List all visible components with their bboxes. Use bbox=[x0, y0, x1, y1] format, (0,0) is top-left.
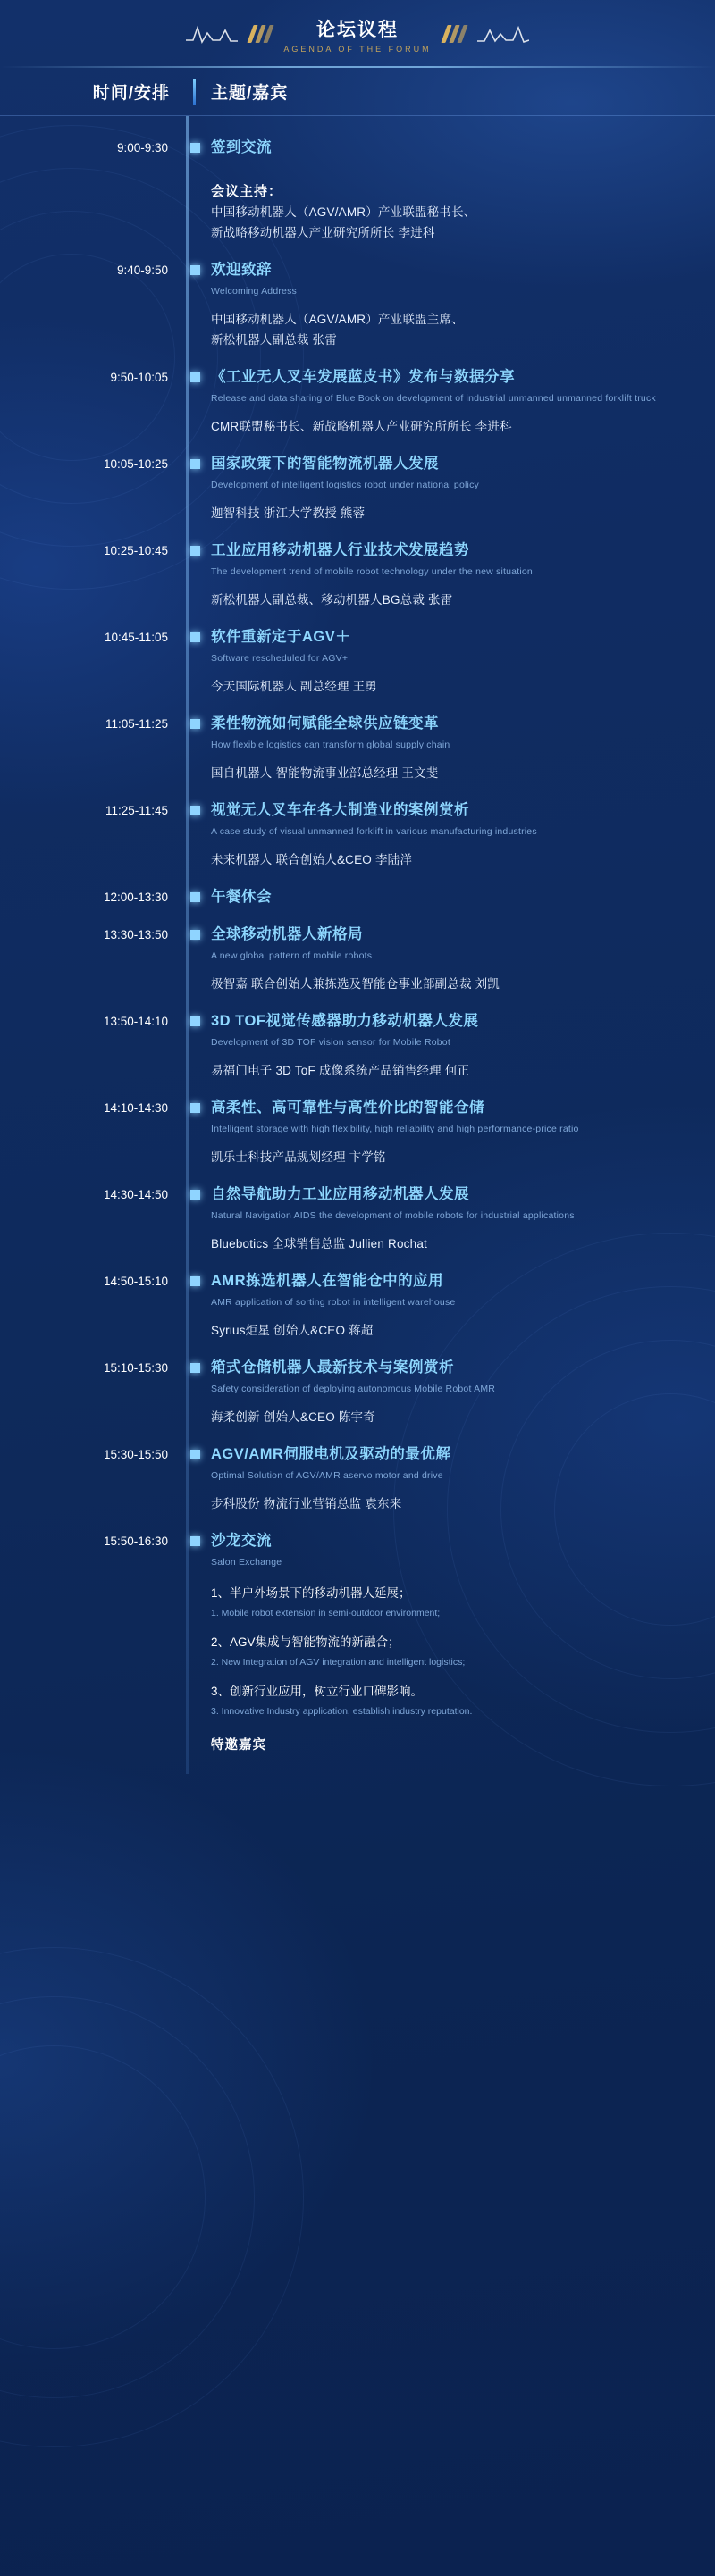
slash-decoration-icon bbox=[250, 25, 271, 43]
agenda-row-time: 13:30-13:50 bbox=[103, 928, 168, 941]
agenda-topic-title-en: Welcoming Address bbox=[211, 286, 297, 297]
agenda-row-time: 9:00-9:30 bbox=[116, 141, 168, 155]
page-title: 论坛议程 bbox=[316, 19, 399, 40]
bullet-square-icon bbox=[190, 1016, 200, 1026]
agenda-topic-title: 3D TOF视觉传感器助力移动机器人发展 bbox=[211, 1013, 479, 1029]
salon-topic-item bbox=[211, 1682, 715, 1719]
agenda-topic-title-en: A case study of visual unmanned forklift in various manufacturing industries bbox=[211, 826, 537, 837]
agenda-row bbox=[0, 1435, 715, 1522]
agenda-row-time: 10:05-10:25 bbox=[103, 457, 168, 471]
agenda-row-content bbox=[186, 713, 715, 783]
salon-topic-list bbox=[211, 1584, 715, 1719]
agenda-topic-title-en: Software rescheduled for AGV+ bbox=[211, 653, 349, 664]
agenda-row bbox=[0, 251, 715, 358]
agenda-row-content bbox=[186, 539, 715, 610]
agenda-row-time: 11:25-11:45 bbox=[105, 804, 168, 817]
agenda-row-time: 9:40-9:50 bbox=[116, 263, 168, 277]
agenda-row bbox=[0, 445, 715, 531]
agenda-topic-title-en: Development of 3D TOF vision sensor for Mobile Robot bbox=[211, 1037, 450, 1048]
agenda-speaker: 易福门电子 3D ToF 成像系统产品销售经理 何正 bbox=[211, 1064, 470, 1077]
agenda-row-content bbox=[186, 453, 715, 523]
agenda-row bbox=[0, 705, 715, 791]
agenda-row bbox=[0, 878, 715, 916]
agenda-row-content bbox=[186, 626, 715, 697]
bullet-square-icon bbox=[190, 546, 200, 556]
agenda-row-content bbox=[186, 924, 715, 994]
agenda-topic-title: 午餐休会 bbox=[211, 889, 272, 905]
agenda-topic-title-en: Natural Navigation AIDS the development of mobile robots for industrial applications bbox=[211, 1210, 575, 1221]
salon-topic-cn: 2、AGV集成与智能物流的新融合； bbox=[211, 1635, 400, 1649]
agenda-speaker: 新松机器人副总裁、移动机器人BG总裁 张雷 bbox=[211, 593, 453, 606]
agenda-row-time: 14:10-14:30 bbox=[103, 1101, 168, 1115]
bullet-square-icon bbox=[190, 892, 200, 902]
agenda-row-time: 14:30-14:50 bbox=[103, 1188, 168, 1201]
agenda-row-content bbox=[186, 886, 715, 907]
agenda-topic-title: AMR拣选机器人在智能仓中的应用 bbox=[211, 1273, 444, 1289]
salon-topic-item bbox=[211, 1633, 715, 1669]
page-subtitle: AGENDA OF THE FORUM bbox=[283, 44, 432, 54]
agenda-topic-title: 工业应用移动机器人行业技术发展趋势 bbox=[211, 542, 469, 558]
bullet-square-icon bbox=[190, 1103, 200, 1113]
agenda-row bbox=[0, 618, 715, 705]
agenda-speaker: 国自机器人 智能物流事业部总经理 王文斐 bbox=[211, 766, 439, 780]
agenda-row-content bbox=[186, 1357, 715, 1427]
agenda-row-content bbox=[186, 1270, 715, 1341]
agenda-speaker: 中国移动机器人（AGV/AMR）产业联盟主席、 bbox=[211, 313, 464, 326]
agenda-row bbox=[0, 791, 715, 878]
salon-topic-en: 3. Innovative Industry application, establish industry reputation. bbox=[211, 1706, 473, 1717]
agenda-row-content bbox=[186, 259, 715, 350]
host-line: 新战略移动机器人产业研究所所长 李进科 bbox=[211, 226, 435, 239]
agenda-topic-title-en: Release and data sharing of Blue Book on development of industrial unmanned unmanned forklift truck bbox=[211, 393, 656, 404]
bullet-square-icon bbox=[190, 1536, 200, 1546]
table-header bbox=[0, 68, 715, 116]
bullet-square-icon bbox=[190, 143, 200, 153]
agenda-row-content bbox=[186, 1443, 715, 1514]
agenda-topic-title: 国家政策下的智能物流机器人发展 bbox=[211, 456, 439, 472]
agenda-topic-title: 自然导航助力工业应用移动机器人发展 bbox=[211, 1186, 469, 1202]
bullet-square-icon bbox=[190, 1276, 200, 1286]
agenda-row bbox=[0, 916, 715, 1002]
agenda-topic-title: 沙龙交流 bbox=[211, 1533, 272, 1549]
agenda-topic-title: 视觉无人叉车在各大制造业的案例赏析 bbox=[211, 802, 469, 818]
agenda-speaker: CMR联盟秘书长、新战略机器人产业研究所所长 李进科 bbox=[211, 420, 512, 433]
bullet-square-icon bbox=[190, 265, 200, 275]
agenda-row-time: 10:25-10:45 bbox=[103, 544, 168, 557]
agenda-row bbox=[0, 129, 715, 251]
agenda-speaker: 未来机器人 联合创始人&CEO 李陆洋 bbox=[211, 853, 413, 866]
agenda-speaker: 海柔创新 创始人&CEO 陈宇奇 bbox=[211, 1410, 375, 1424]
agenda-row-time: 11:05-11:25 bbox=[105, 717, 168, 731]
agenda-speaker: 步科股份 物流行业营销总监 袁东来 bbox=[211, 1497, 402, 1510]
agenda-topic-title: 箱式仓储机器人最新技术与案例赏析 bbox=[211, 1359, 454, 1376]
salon-topic-cn: 1、半户外场景下的移动机器人延展； bbox=[211, 1586, 411, 1600]
agenda-topic-title-en: Optimal Solution of AGV/AMR aservo motor and drive bbox=[211, 1470, 443, 1481]
agenda-row-content bbox=[186, 1010, 715, 1081]
bullet-square-icon bbox=[190, 1450, 200, 1459]
agenda-row-time: 14:50-15:10 bbox=[103, 1275, 168, 1288]
agenda-topic-title: 全球移动机器人新格局 bbox=[211, 926, 363, 942]
bullet-square-icon bbox=[190, 806, 200, 815]
agenda-row bbox=[0, 1349, 715, 1435]
agenda-row-time: 15:10-15:30 bbox=[103, 1361, 168, 1375]
agenda-speaker: 新松机器人副总裁 张雷 bbox=[211, 333, 337, 347]
bullet-square-icon bbox=[190, 372, 200, 382]
agenda-row-time: 15:50-16:30 bbox=[103, 1535, 168, 1548]
agenda-row-content bbox=[186, 1530, 715, 1753]
agenda-topic-title: 欢迎致辞 bbox=[211, 262, 272, 278]
bullet-square-icon bbox=[190, 632, 200, 642]
salon-topic-en: 2. New Integration of AGV integration and intelligent logistics; bbox=[211, 1657, 466, 1668]
agenda-topic-title: 软件重新定于AGV＋ bbox=[211, 629, 351, 645]
agenda-row-content bbox=[186, 137, 715, 243]
agenda-row bbox=[0, 358, 715, 445]
agenda-topic-title: 签到交流 bbox=[211, 139, 272, 155]
agenda-topic-title-en: AMR application of sorting robot in intelligent warehouse bbox=[211, 1297, 456, 1308]
decorative-arcs-bottom bbox=[0, 1947, 304, 2447]
agenda-row bbox=[0, 1089, 715, 1175]
agenda-row bbox=[0, 1175, 715, 1262]
host-label: 会议主持： bbox=[211, 184, 283, 199]
bullet-square-icon bbox=[190, 1363, 200, 1373]
agenda-speaker: 迦智科技 浙江大学教授 熊蓉 bbox=[211, 506, 366, 520]
agenda-topic-title-en: A new global pattern of mobile robots bbox=[211, 950, 373, 961]
agenda-row-time: 9:50-10:05 bbox=[110, 371, 168, 384]
agenda-speaker: 今天国际机器人 副总经理 王勇 bbox=[211, 680, 378, 693]
agenda-list bbox=[0, 116, 715, 1797]
bullet-square-icon bbox=[190, 1190, 200, 1200]
agenda-row bbox=[0, 1262, 715, 1349]
agenda-topic-title: AGV/AMR伺服电机及驱动的最优解 bbox=[211, 1446, 451, 1462]
agenda-topic-title: 柔性物流如何赋能全球供应链变革 bbox=[211, 715, 439, 732]
agenda-speaker: 极智嘉 联合创始人兼拣选及智能仓事业部副总裁 刘凯 bbox=[211, 977, 500, 991]
agenda-topic-title: 高柔性、高可靠性与高性价比的智能仓储 bbox=[211, 1100, 484, 1116]
agenda-row-time: 15:30-15:50 bbox=[103, 1448, 168, 1461]
agenda-row-content bbox=[186, 366, 715, 437]
audio-wave-icon bbox=[186, 22, 238, 46]
slash-decoration-icon-right bbox=[444, 25, 465, 43]
agenda-row-time: 13:50-14:10 bbox=[103, 1015, 168, 1028]
agenda-row-time: 10:45-11:05 bbox=[104, 631, 168, 644]
agenda-topic-title: 《工业无人叉车发展蓝皮书》发布与数据分享 bbox=[211, 369, 515, 385]
salon-topic-en: 1. Mobile robot extension in semi-outdoor environment; bbox=[211, 1608, 441, 1618]
agenda-speaker: 凯乐士科技产品规划经理 卞学铭 bbox=[211, 1150, 386, 1164]
agenda-row bbox=[0, 1522, 715, 1761]
agenda-row-time: 12:00-13:30 bbox=[103, 891, 168, 904]
agenda-row bbox=[0, 531, 715, 618]
salon-topic-cn: 3、创新行业应用，树立行业口碑影响。 bbox=[211, 1685, 424, 1698]
bullet-square-icon bbox=[190, 930, 200, 940]
agenda-speaker: Syrius炬星 创始人&CEO 蒋超 bbox=[211, 1324, 374, 1337]
special-guest-label: 特邀嘉宾 bbox=[211, 1738, 266, 1752]
page-header bbox=[0, 0, 715, 68]
agenda-row-content bbox=[186, 1097, 715, 1167]
agenda-topic-title-en: Safety consideration of deploying autonomous Mobile Robot AMR bbox=[211, 1384, 496, 1394]
bullet-square-icon bbox=[190, 719, 200, 729]
agenda-speaker: Bluebotics 全球销售总监 Jullien Rochat bbox=[211, 1237, 427, 1250]
agenda-topic-title-en: How flexible logistics can transform global supply chain bbox=[211, 740, 450, 750]
agenda-topic-title-en: Intelligent storage with high flexibility, high reliability and high performance-price ratio bbox=[211, 1124, 579, 1134]
agenda-topic-title-en: The development trend of mobile robot technology under the new situation bbox=[211, 566, 533, 577]
agenda-row-content bbox=[186, 799, 715, 870]
column-header-time: 时间/安排 bbox=[92, 84, 170, 103]
column-header-topic: 主题/嘉宾 bbox=[186, 79, 715, 104]
bullet-square-icon bbox=[190, 459, 200, 469]
audio-wave-icon-right bbox=[477, 22, 529, 46]
agenda-topic-title-en: Salon Exchange bbox=[211, 1557, 282, 1568]
agenda-topic-title-en: Development of intelligent logistics robot under national policy bbox=[211, 480, 479, 490]
agenda-row-content bbox=[186, 1183, 715, 1254]
salon-topic-item bbox=[211, 1584, 715, 1620]
agenda-row bbox=[0, 1002, 715, 1089]
host-line: 中国移动机器人（AGV/AMR）产业联盟秘书长、 bbox=[211, 205, 476, 219]
